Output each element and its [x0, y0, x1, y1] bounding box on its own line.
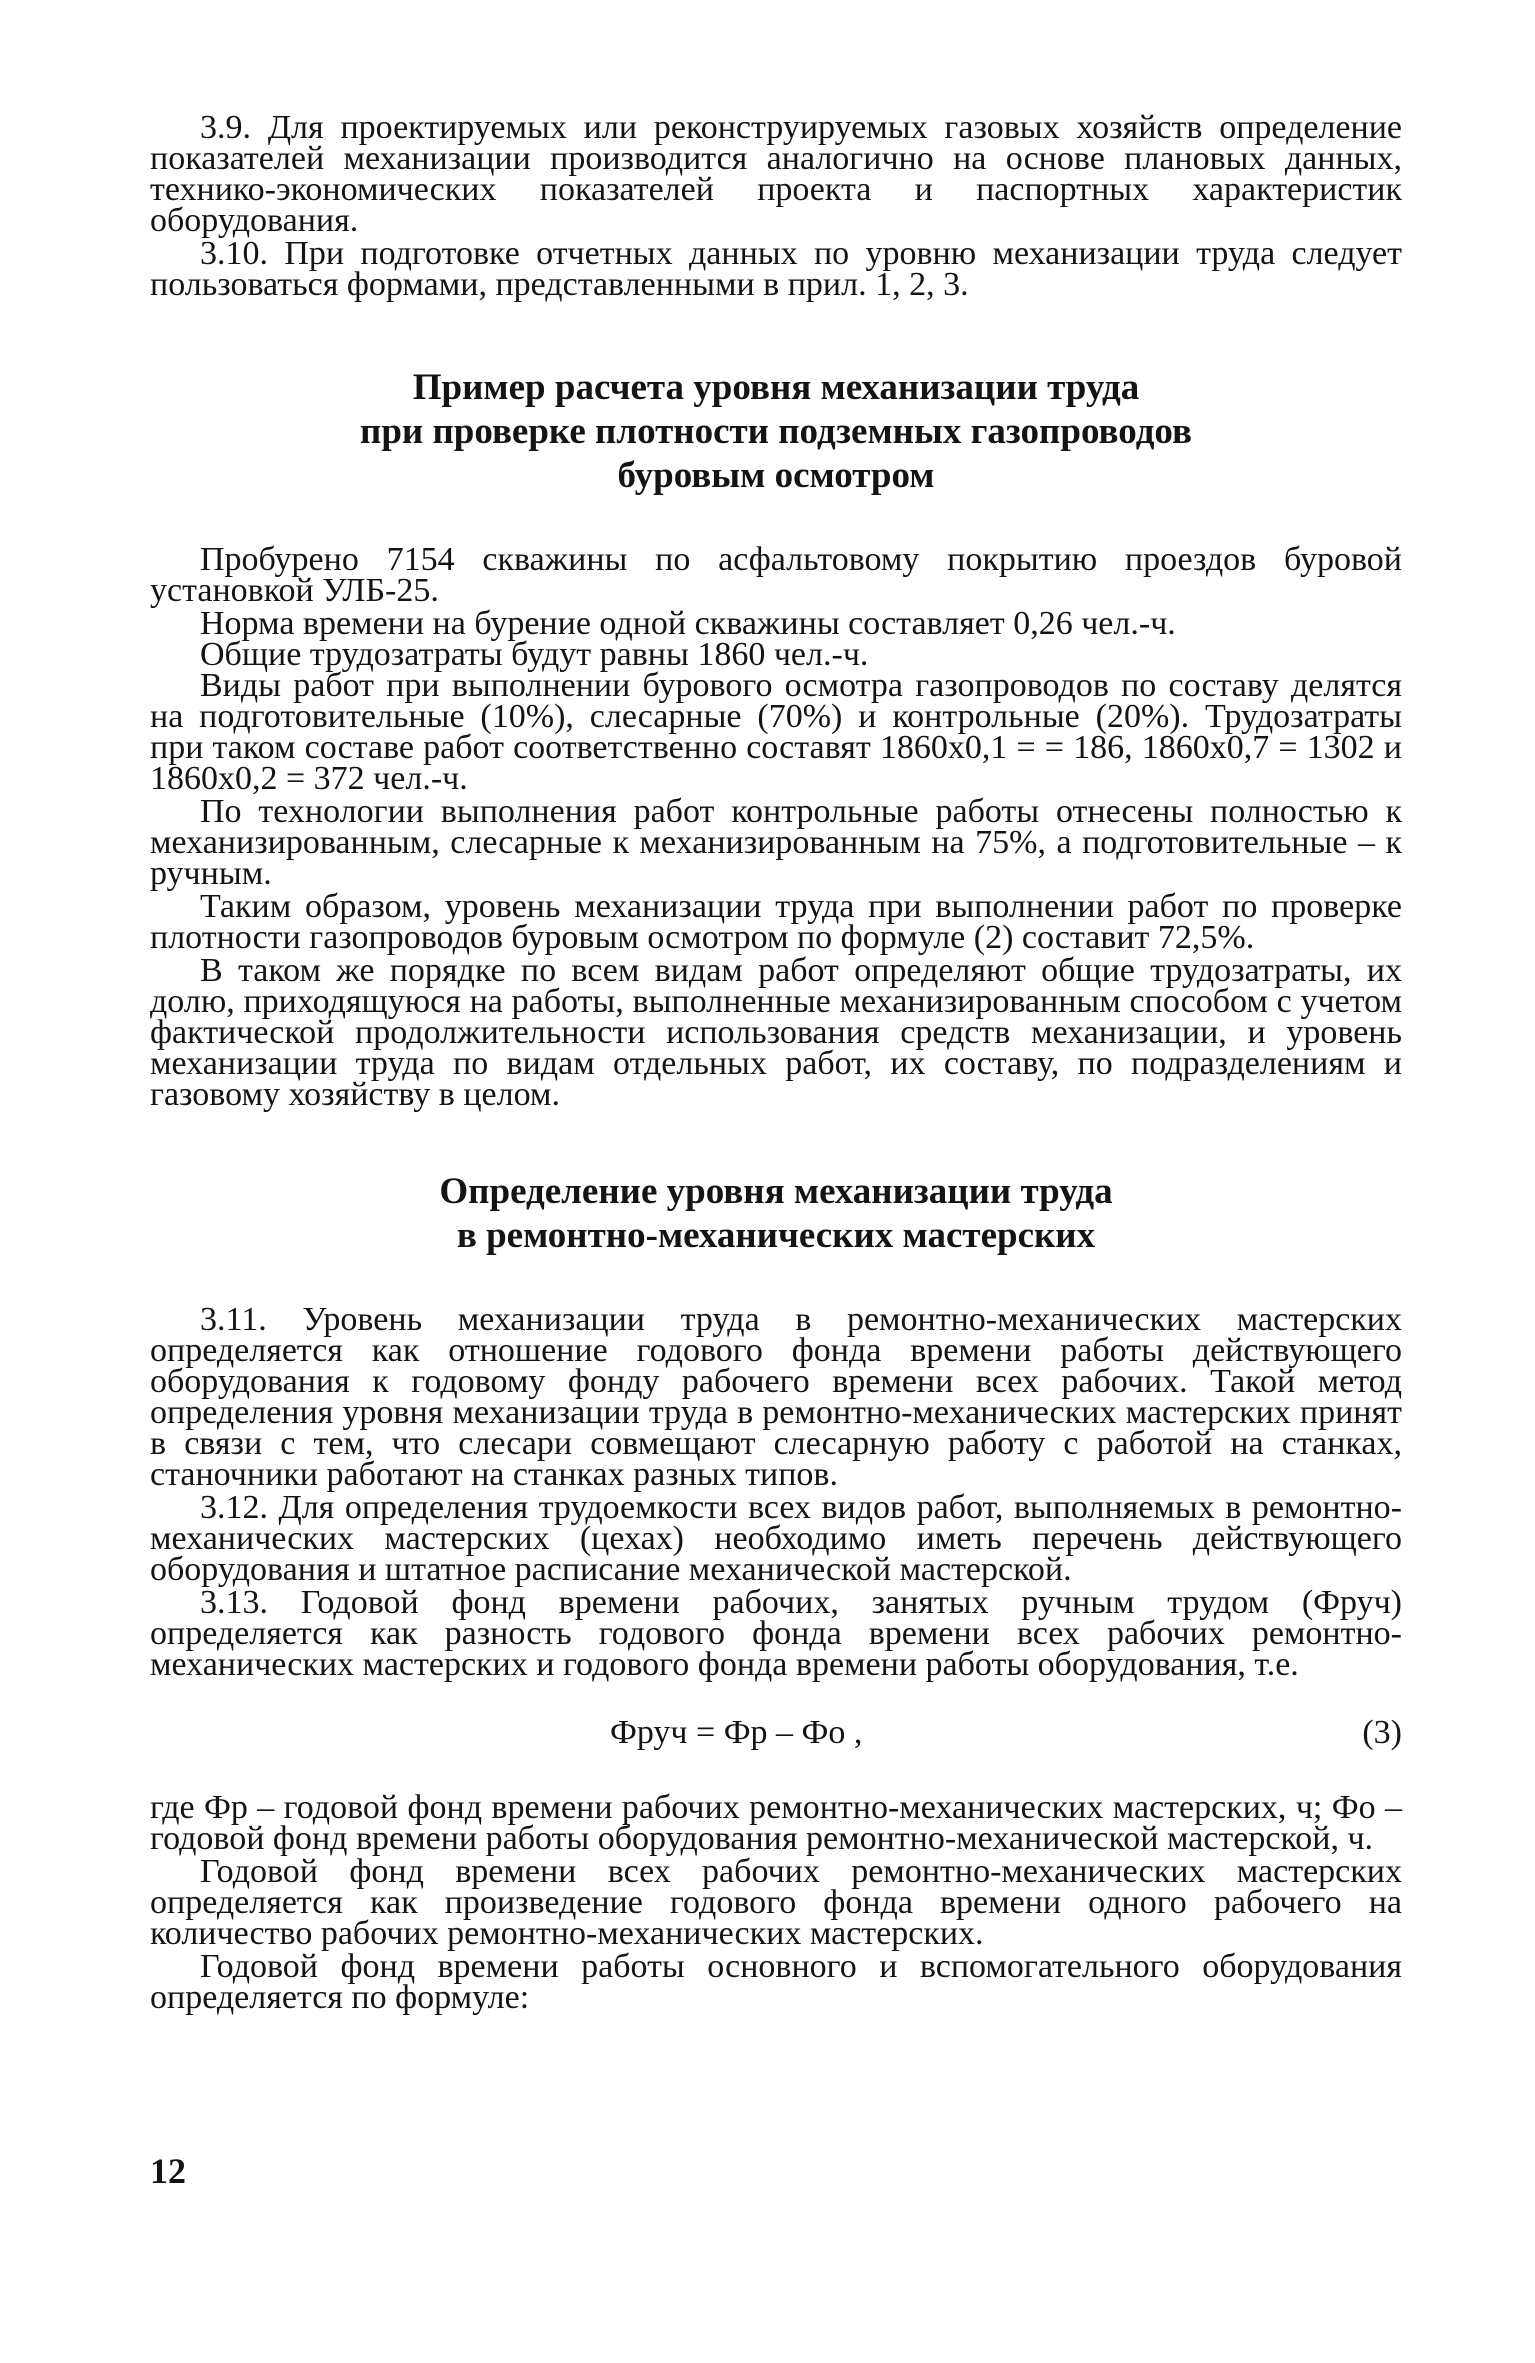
example-paragraph-result: Таким образом, уровень механизации труда при выполнении работ по проверке плотности газопроводов буровым осмотром по формуле (2) составит 72,5%.	[150, 888, 1402, 956]
page-number: 12	[150, 2151, 186, 2191]
example-heading-line-1: Пример расчета уровня механизации труда	[412, 367, 1140, 408]
example-heading	[150, 366, 1402, 498]
paragraph-annual-workers: Годовой фонд времени всех рабочих ремонтно-механических мастерских определяется как произведение годового фонда времени одного рабочего на количество рабочих ремонтно-механических мастерских.	[150, 1853, 1402, 1952]
example-paragraph-work-types: Виды работ при выполнении бурового осмотра газопроводов по составу делятся на подготовительные (10%), слесарные (70%) и контрольные (20%). Трудозатраты при таком составе работ соответственно составят 1860x0,1 = = 186, 1860x0,7 = 1302 и 1860x0,2 = 372 чел.-ч.	[150, 667, 1402, 797]
paragraph-annual-equipment: Годовой фонд времени работы основного и вспомогательного оборудования определяется по формуле:	[150, 1948, 1402, 2016]
formula-expression: Фруч = Фр – Фо ,	[610, 1714, 863, 1751]
paragraph-3-12: 3.12. Для определения трудоемкости всех видов работ, выполняемых в ремонтно-механических мастерских (цехах) необходимо иметь перечень действующего оборудования и штатное расписание механической мастерской.	[150, 1489, 1402, 1588]
page-body	[150, 109, 1402, 2016]
example-heading-line-3: буровым осмотром	[617, 455, 935, 496]
paragraph-3-10: 3.10. При подготовке отчетных данных по уровню механизации труда следует пользоваться формами, представленными в прил. 1, 2, 3.	[150, 235, 1402, 303]
workshops-heading	[150, 1170, 1402, 1258]
example-paragraph-drilled: Пробурено 7154 скважины по асфальтовому покрытию проездов буровой установкой УЛБ-25.	[150, 541, 1402, 609]
example-paragraph-technology: По технологии выполнения работ контрольные работы отнесены полностью к механизированным, слесарные к механизированным на 75%, а подготовительные – к ручным.	[150, 793, 1402, 892]
formula-legend: где Фр – годовой фонд времени рабочих ремонтно-механических мастерских, ч; Фо – годовой фонд времени работы оборудования ремонтно-механической мастерской, ч.	[150, 1789, 1402, 1857]
workshops-heading-line-2: в ремонтно-механических мастерских	[456, 1215, 1096, 1256]
paragraph-3-13: 3.13. Годовой фонд времени рабочих, занятых ручным трудом (Фруч) определяется как разность годового фонда времени всех рабочих ремонтно-механических мастерских и годового фонда времени работы оборудования, т.е.	[150, 1584, 1402, 1683]
example-paragraph-norm: Норма времени на бурение одной скважины составляет 0,26 чел.-ч.	[200, 605, 1176, 642]
example-paragraph-procedure: В таком же порядке по всем видам работ определяют общие трудозатраты, их долю, приходящуюся на работы, выполненные механизированным способом с учетом фактической продолжительности использования средств механизации, и уровень механизации труда по видам отдельных работ, их составу, по подразделениям и газовому хозяйству в целом.	[150, 952, 1402, 1113]
example-heading-line-2: при проверке плотности подземных газопроводов	[360, 411, 1192, 452]
formula-3	[150, 1714, 1402, 1766]
example-paragraph-total: Общие трудозатраты будут равны 1860 чел.-ч.	[200, 636, 869, 673]
paragraph-3-9: 3.9. Для проектируемых или реконструируемых газовых хозяйств определение показателей механизации производится аналогично на основе плановых данных, технико-экономических показателей проекта и паспортных характеристик оборудования.	[150, 109, 1402, 239]
paragraph-3-11: 3.11. Уровень механизации труда в ремонтно-механических мастерских определяется как отношение годового фонда времени работы действующего оборудования к годовому фонду рабочего времени всех рабочих. Такой метод определения уровня механизации труда в ремонтно-механических мастерских принят в связи с тем, что слесари совмещают слесарную работу с работой на станках, станочники работают на станках разных типов.	[150, 1301, 1402, 1493]
workshops-heading-line-1: Определение уровня механизации труда	[439, 1171, 1113, 1212]
formula-number: (3)	[1362, 1714, 1402, 1751]
